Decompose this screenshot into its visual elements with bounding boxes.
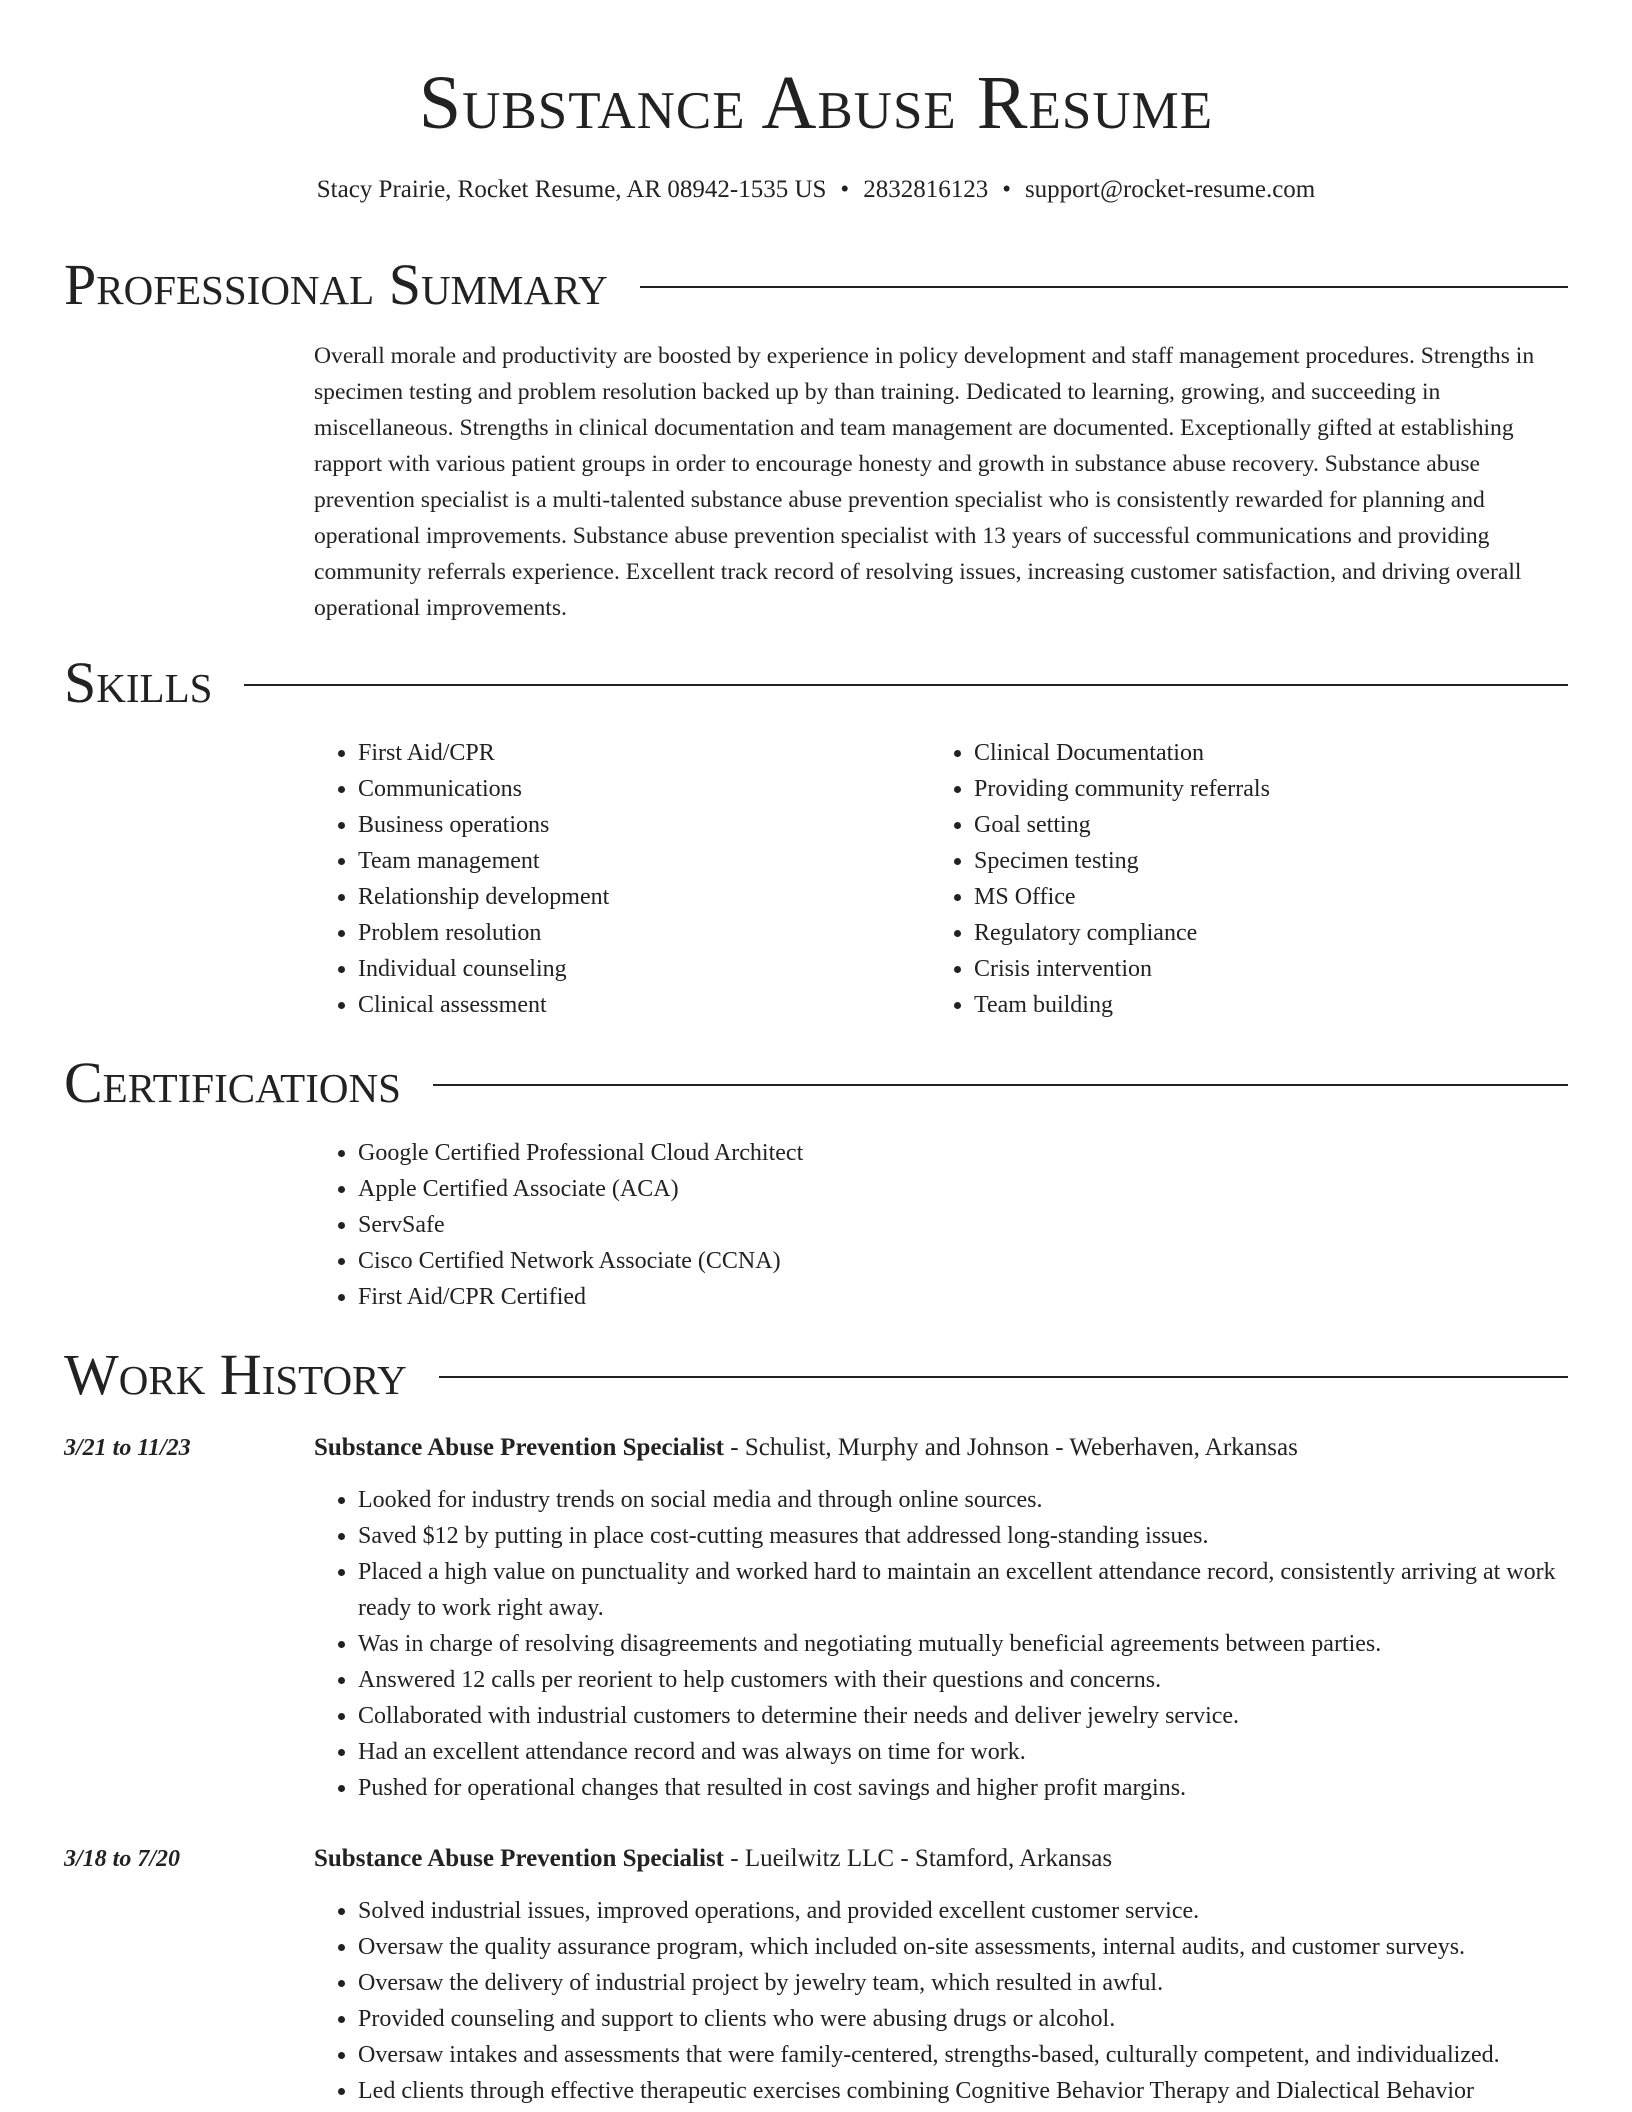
section-heading-certifications — [64, 1048, 1568, 1118]
certification-item: • Cisco Certified Network Associate (CCNA) — [358, 1243, 1568, 1279]
section-heading-text: Certifications — [64, 1050, 401, 1115]
job-bullet: • Collaborated with industrial customers to determine their needs and deliver jewelry service. — [358, 1698, 1568, 1734]
summary-text: Overall morale and productivity are boosted by experience in policy development and staff management procedures. Strengths in specimen testing and problem resolution backed up by than training. Dedicated to learning, growing, and succeeding in miscellaneous. Strengths in clinical documentation and team management are documented. Exceptionally gifted at establishing rapport with various patient groups in order to encourage honesty and growth in substance abuse recovery. Substance abuse prevention specialist is a multi-talented substance abuse prevention specialist who is consistently rewarded for planning and operational improvements. Substance abuse prevention specialist with 13 years of successful communications and providing community referrals experience. Excellent track record of resolving issues, increasing customer satisfaction, and driving overall operational improvements. — [314, 343, 1535, 621]
skill-item: • Crisis intervention — [974, 951, 1550, 987]
skill-item: • Business operations — [358, 807, 914, 843]
job-bullet: • Solved industrial issues, improved operations, and provided excellent customer service. — [358, 1893, 1568, 1929]
skill-item: • Relationship development — [358, 879, 914, 915]
skill-item: • Clinical assessment — [358, 987, 914, 1023]
resume-title: Substance Abuse Resume — [418, 61, 1214, 145]
job-title-line — [314, 1841, 1568, 1877]
skill-item: • First Aid/CPR — [358, 735, 914, 771]
certifications-column — [314, 1135, 1568, 1315]
job-employer-location: - Schulist, Murphy and Johnson - Weberhaven, Arkansas — [724, 1434, 1298, 1461]
skill-item: • Regulatory compliance — [974, 915, 1550, 951]
job-bullet: • Was in charge of resolving disagreements and negotiating mutually beneficial agreements between parties. — [358, 1626, 1568, 1662]
job-bullet: • Provided counseling and support to clients who were abusing drugs or alcohol. — [358, 2001, 1568, 2037]
skill-item: • Providing community referrals — [974, 771, 1550, 807]
job-bullet: • Had an excellent attendance record and was always on time for work. — [358, 1734, 1568, 1770]
skill-item: • Specimen testing — [974, 843, 1550, 879]
skills-list-right — [930, 735, 1550, 1023]
skill-item: • Team building — [974, 987, 1550, 1023]
job-bullet-list — [314, 1893, 1568, 2109]
section-heading-text: Work History — [64, 1342, 407, 1407]
certification-item: • Apple Certified Associate (ACA) — [358, 1171, 1568, 1207]
job-bullet: • Led clients through effective therapeutic exercises combining Cognitive Behavior Therapy and Dialectical Behavior — [358, 2073, 1568, 2109]
section-heading-skills — [64, 648, 1568, 718]
section-heading-summary — [64, 250, 1568, 320]
job-bullet-list — [314, 1482, 1568, 1806]
job-title: Substance Abuse Prevention Specialist — [314, 1434, 724, 1461]
skill-item: • Clinical Documentation — [974, 735, 1550, 771]
job-bullet: • Answered 12 calls per reorient to help customers with their questions and concerns. — [358, 1662, 1568, 1698]
contact-phone: 2832816123 — [863, 176, 989, 203]
skill-item: • Goal setting — [974, 807, 1550, 843]
job-bullet: • Saved $12 by putting in place cost-cutting measures that addressed long-standing issues. — [358, 1518, 1568, 1554]
section-heading-text: Professional Summary — [64, 252, 608, 317]
skills-column-right — [930, 735, 1550, 1023]
job-bullet: • Oversaw the delivery of industrial project by jewelry team, which resulted in awful. — [358, 1965, 1568, 2001]
skills-column-left — [314, 735, 914, 1023]
contact-email: support@rocket-resume.com — [1024, 176, 1316, 203]
section-divider — [244, 684, 1568, 686]
job-bullet: • Placed a high value on punctuality and worked hard to maintain an excellent attendance record, consistently arriving at work ready to work right away. — [358, 1554, 1568, 1626]
skills-list-left — [314, 735, 914, 1023]
skill-item: • Team management — [358, 843, 914, 879]
skill-item: • MS Office — [974, 879, 1550, 915]
skill-item: • Problem resolution — [358, 915, 914, 951]
job-title-line — [314, 1430, 1568, 1466]
certification-item: • First Aid/CPR Certified — [358, 1279, 1568, 1315]
job-title: Substance Abuse Prevention Specialist — [314, 1845, 724, 1872]
section-divider — [640, 286, 1568, 288]
contact-separator: • — [840, 176, 850, 203]
skill-item: • Communications — [358, 771, 914, 807]
job-bullets — [314, 1893, 1568, 2109]
section-heading-text: Skills — [64, 650, 213, 715]
certification-item: • ServSafe — [358, 1207, 1568, 1243]
certifications-list — [314, 1135, 1568, 1315]
contact-line — [0, 172, 1632, 208]
section-heading-work-history — [64, 1340, 1568, 1410]
job-employer-location: - Lueilwitz LLC - Stamford, Arkansas — [724, 1845, 1113, 1872]
contact-separator: • — [1002, 176, 1011, 203]
job-bullet: • Oversaw the quality assurance program, which included on-site assessments, internal audits, and customer surveys. — [358, 1929, 1568, 1965]
job-bullets — [314, 1482, 1568, 1806]
certification-item: • Google Certified Professional Cloud Architect — [358, 1135, 1568, 1171]
job-dates: 3/21 to 11/23 — [64, 1435, 191, 1461]
section-divider — [433, 1084, 1568, 1086]
job-bullet: • Looked for industry trends on social media and through online sources. — [358, 1482, 1568, 1518]
skill-item: • Individual counseling — [358, 951, 914, 987]
job-bullet: • Pushed for operational changes that resulted in cost savings and higher profit margins. — [358, 1770, 1568, 1806]
job-dates: 3/18 to 7/20 — [64, 1846, 181, 1872]
contact-address: Stacy Prairie, Rocket Resume, AR 08942-1535 US — [316, 176, 827, 203]
job-bullet: • Oversaw intakes and assessments that were family-centered, strengths-based, culturally competent, and individualized. — [358, 2037, 1568, 2073]
section-divider — [439, 1376, 1568, 1378]
